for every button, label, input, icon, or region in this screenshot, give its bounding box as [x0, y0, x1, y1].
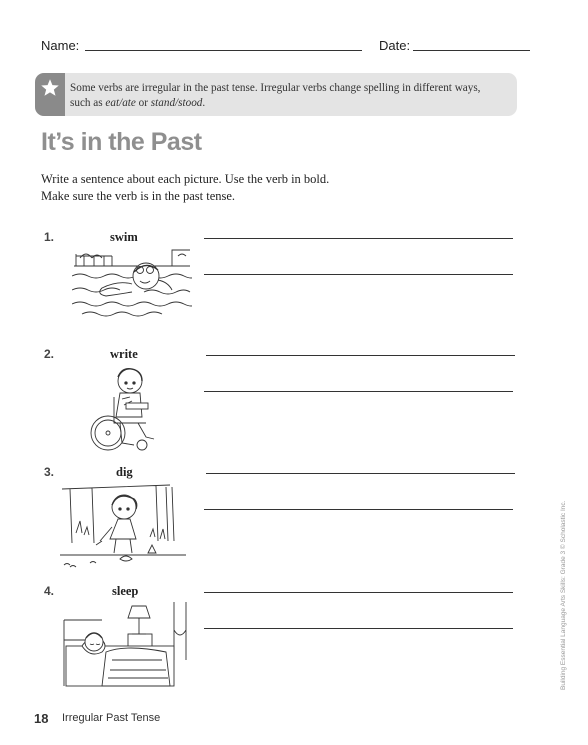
answer-line-2[interactable]: [204, 509, 513, 510]
exercise-item-2: [0, 347, 588, 457]
answer-line-1[interactable]: [204, 238, 513, 239]
boy-in-wheelchair-writing-illustration: [86, 367, 158, 453]
item-number: 1.: [44, 230, 55, 244]
date-input-line[interactable]: [413, 50, 530, 51]
answer-line-2[interactable]: [204, 274, 513, 275]
item-number: 2.: [44, 347, 55, 361]
tip-text: [70, 81, 510, 111]
date-label: Date:: [379, 38, 411, 53]
page-title: It’s in the Past: [41, 128, 202, 156]
name-label: Name:: [41, 38, 80, 53]
tip-box: [35, 73, 517, 116]
answer-line-2[interactable]: [204, 391, 513, 392]
exercise-item-3: [0, 465, 588, 575]
girl-digging-illustration: [60, 483, 186, 573]
item-verb: write: [110, 347, 138, 361]
header-row: [41, 38, 530, 58]
tip-example-2: stand/stood: [150, 97, 203, 109]
copyright-notice: Building Essential Language Arts Skills: Grade 3 © Scholastic Inc.: [560, 500, 567, 690]
answer-line-1[interactable]: [204, 592, 513, 593]
tip-line-1: Some verbs are irregular in the past tense. Irregular verbs change spelling in different ways,: [70, 82, 481, 94]
exercise-item-1: [0, 230, 588, 340]
item-verb: dig: [116, 465, 133, 479]
instruction-line-2: Make sure the verb is in the past tense.: [41, 189, 236, 203]
item-verb: sleep: [112, 584, 139, 598]
tip-text-mid: or: [135, 97, 151, 109]
instructions: [41, 171, 329, 205]
exercise-item-4: [0, 584, 588, 694]
tip-line-2: [70, 96, 510, 111]
tip-text-prefix: such as: [70, 97, 106, 109]
answer-line-1[interactable]: [206, 473, 515, 474]
item-number: 3.: [44, 465, 55, 479]
tip-text-suffix: .: [202, 97, 206, 109]
item-number: 4.: [44, 584, 55, 598]
name-input-line[interactable]: [85, 50, 362, 51]
item-verb: swim: [110, 230, 138, 244]
answer-line-2[interactable]: [204, 628, 513, 629]
instruction-line-1: Write a sentence about each picture. Use the verb in bold.: [41, 172, 330, 186]
page-number: 18: [34, 711, 49, 726]
answer-line-1[interactable]: [206, 355, 515, 356]
child-sleeping-in-bed-illustration: [62, 600, 190, 692]
star-icon: [35, 73, 65, 116]
footer-section-title: Irregular Past Tense: [62, 712, 161, 724]
child-swimming-illustration: [72, 246, 192, 320]
tip-example-1: eat/ate: [105, 97, 136, 109]
